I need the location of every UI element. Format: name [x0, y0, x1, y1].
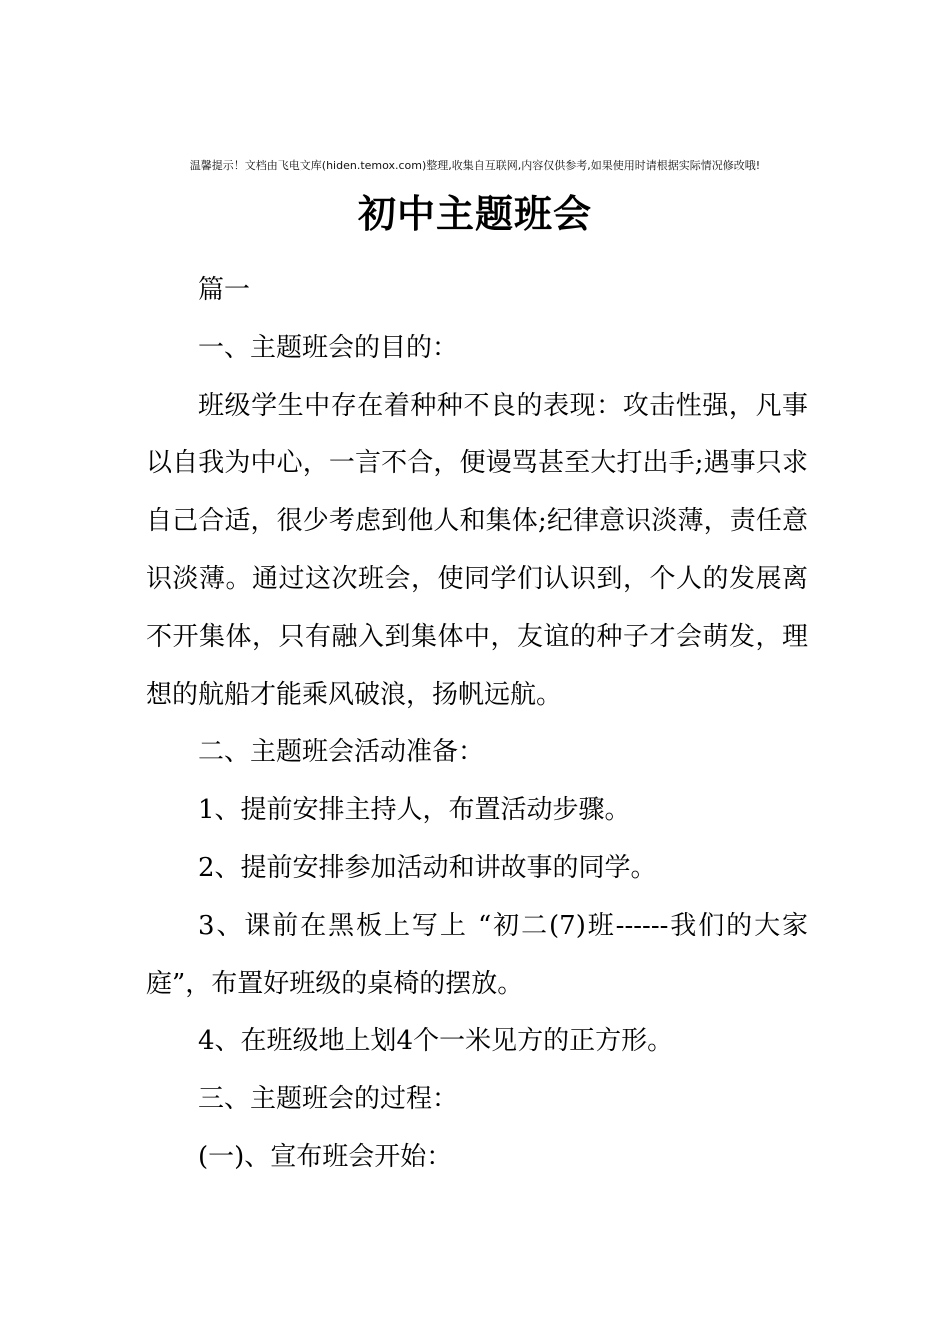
paragraph-heading-purpose: 一、主题班会的目的： [198, 332, 459, 363]
paragraph-prep-item-2: 2、提前安排参加活动和讲故事的同学。 [198, 852, 657, 883]
page-title: 初中主题班会 [357, 192, 592, 236]
paragraph-heading-process: 三、主题班会的过程： [198, 1084, 459, 1115]
document-body [146, 262, 808, 1187]
paragraph-section-label: 篇一 [198, 275, 251, 305]
paragraph-process-step-1: (一)、宣布班会开始： [198, 1141, 453, 1172]
source-notice: 温馨提示！文档由飞电文库(hiden.temox.com)整理,收集自互联网,内容仅供参考,如果使用时请根据实际情况修改哦! [189, 159, 761, 172]
paragraph-prep-item-3: 3、课前在黑板上写上 “初二(7)班------我们的大家庭”，布置好班级的桌椅的摆放。 [146, 910, 808, 999]
paragraph-heading-preparation: 二、主题班会活动准备： [198, 737, 485, 768]
paragraph-prep-item-4: 4、在班级地上划4个一米见方的正方形。 [198, 1026, 674, 1057]
paragraph-purpose-text: 班级学生中存在着种种不良的表现：攻击性强，凡事以自我为中心，一言不合，便谩骂甚至大打出手;遇事只求自己合适，很少考虑到他人和集体;纪律意识淡薄，责任意识淡薄。通过这次班会，使同学们认识到，个人的发展离不开集体，只有融入到集体中，友谊的种子才会萌发，理想的航船才能乘风破浪，扬帆远航。 [146, 390, 808, 710]
paragraph-prep-item-1: 1、提前安排主持人，布置活动步骤。 [198, 795, 631, 826]
